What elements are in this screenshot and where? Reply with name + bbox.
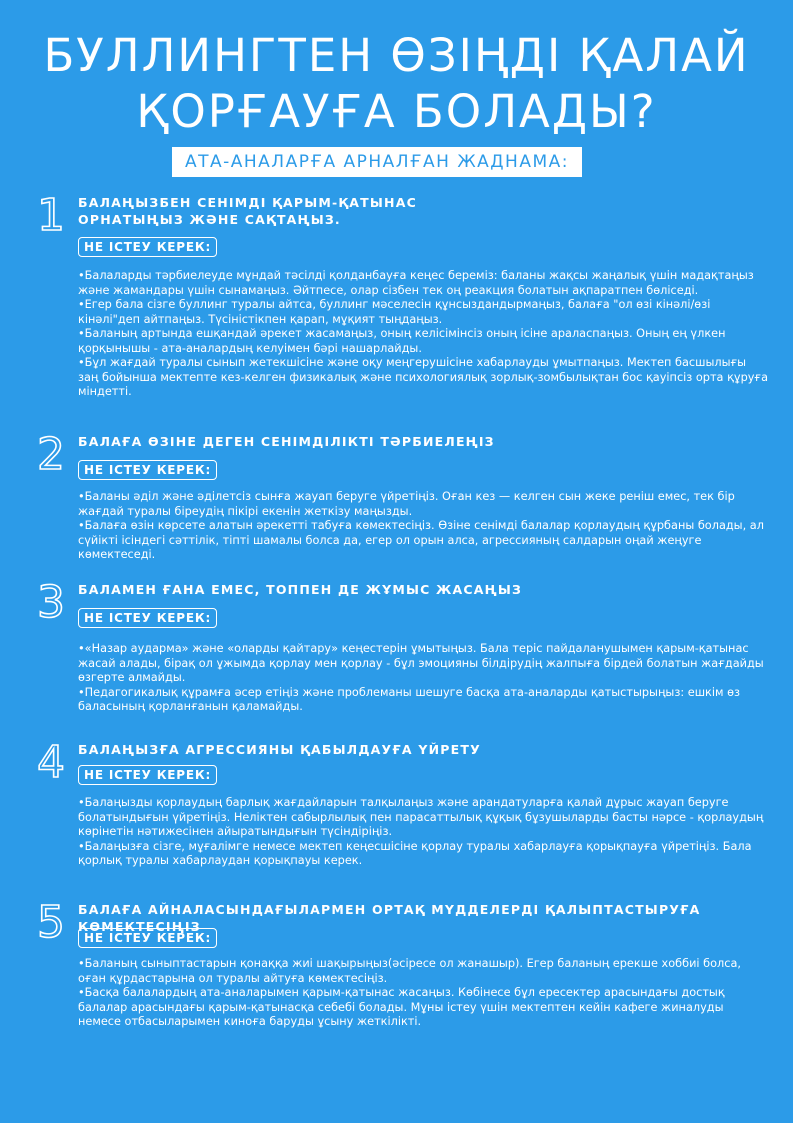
section-heading [78,433,495,450]
todo-label: НЕ ІСТЕУ КЕРЕК: [78,608,217,628]
bullet-item: •Балаға өзін көрсете алатын әрекетті табуға көмектесіңіз. Өзіне сенімді балалар қорлаудың құрбаны болады, ал сүйікті ісіндегі сәттілік, тіпті шамалы болса да, егер ол орын алса, агрессияның салдарын оңай жеңуге көмектеседі. [78,519,764,561]
page-title-line-1: БУЛЛИНГТЕН ӨЗІҢДІ ҚАЛАЙ [43,29,750,82]
section-number: 4 [37,737,65,788]
section-number: 5 [37,897,65,948]
bullet-list [78,642,770,715]
bullet-item: •Егер бала сізге буллинг туралы айтса, буллинг мәселесін құнсыздандырмаңыз, балаға "ол өзі кінәлі/өзі кінәлі"деп айтпаңыз. Түсіністікпен қарап, мұқият тыңдаңыз. [78,298,711,326]
bullet-list [78,490,770,563]
section-heading [78,741,481,758]
section-heading-line: БАЛАҢЫЗҒА АГРЕССИЯНЫ ҚАБЫЛДАУҒА ҮЙРЕТУ [78,742,481,757]
section-number: 3 [37,577,65,628]
bullet-item: •Бұл жағдай туралы сынып жетекшісіне және оқу меңгерушісіне хабарлауды ұмытпаңыз. Мектеп басшылығы заң бойынша мектепте кез-келген физикалық және психологиялық зорлық-зомбылықтан бос қауіпсіз орта құруға міндетті. [78,356,769,398]
section-heading-line: БАЛАҢЫЗБЕН СЕНІМДІ ҚАРЫМ-ҚАТЫНАС [78,195,417,210]
bullet-list [78,796,770,869]
section-heading-line: БАЛАМЕН ҒАНА ЕМЕС, ТОППЕН ДЕ ЖҰМЫС ЖАСАҢЫЗ [78,582,523,597]
bullet-item: •Баланы әділ және әділетсіз сынға жауап беруге үйретіңіз. Оған кез — келген сын жеке реніш емес, тек бір жағдай туралы біреудің пікірі екенін жеткізу маңызды. [78,490,735,518]
page-title-line-2: ҚОРҒАУҒА БОЛАДЫ? [136,85,657,138]
bullet-item: •Педагогикалық құрамға әсер етіңіз және проблеманы шешуге басқа ата-аналарды қатыстырыңыз: ешкім өз баласының қорланғанын қаламайды. [78,685,741,713]
section-heading-line: ОРНАТЫҢЫЗ ЖӘНЕ САҚТАҢЫЗ. [78,212,341,227]
section-number: 1 [37,190,65,241]
bullet-item: •Баланың артында ешқандай әрекет жасамаңыз, оның келісімінсіз оның ісіне араласпаңыз. Оның ең үлкен қорқынышы - ата-аналардың келуімен бәрі нашарлайды. [78,327,726,355]
bullet-item: •Баланың сыныптастарын қонаққа жиі шақырыңыз(әсіресе ол жанашыр). Егер баланың ерекше хоббиі болса, оған құрдастарына ол туралы айтуға көмектесіңіз. [78,957,741,985]
page-title [0,28,793,140]
bullet-item: •«Назар аудармa» және «оларды қайтару» кеңестерін ұмытыңыз. Бала теріс пайдаланушымен қарым-қатынас жасай алады, бірақ ол ұжымда қорлау мен қорлау - бұл эмоцияны білдірудің жалпыға бірдей болатын жағдайды өзгерте алмайды. [78,642,764,684]
bullet-list [78,269,770,400]
bullet-item: •Басқа балалардың ата-аналарымен қарым-қатынас жасаңыз. Көбінесе бұл ересектер арасындағы достық балалар арасындағы қарым-қатынасқа себебі болады. Мұны істеу үшін мектептен кейін кафеге жиналуды немесе отбасыларымен киноға баруды ұсыну жеткілікті. [78,986,725,1028]
todo-label: НЕ ІСТЕУ КЕРЕК: [78,765,217,785]
section-number: 2 [37,429,65,480]
section-heading [78,194,417,228]
subtitle-banner: АТА-АНАЛАРҒА АРНАЛҒАН ЖАДНАМА: [172,147,582,177]
section-heading [78,581,522,598]
todo-label: НЕ ІСТЕУ КЕРЕК: [78,928,217,948]
bullet-list [78,957,770,1030]
todo-label: НЕ ІСТЕУ КЕРЕК: [78,460,217,480]
todo-label: НЕ ІСТЕУ КЕРЕК: [78,237,217,257]
section-heading-line: БАЛАҒА АЙНАЛАСЫНДАҒЫЛАРМЕН ОРТАҚ МҮДДЕЛЕРДІ ҚАЛЫПТАСТЫРУҒА КӨМЕКТЕСІҢІЗ [78,902,701,934]
bullet-item: •Балаңызға сізге, мұғалімге немесе мектеп кеңесшісіне қорлау туралы хабарлауға қорықпауға үйретіңіз. Бала қорлық туралы хабарлаудан қорықпауы керек. [78,839,752,867]
bullet-item: •Балаңызды қорлаудың барлық жағдайларын талқылаңыз және арандатуларға қалай дұрыс жауап беруге болатындығын үйретіңіз. Неліктен сабырлылық пен парасаттылық құқық бұзушыларды басты нәрсе - қорлаудың көрінетін нәтижесінен айыратындығын түсіндіріңіз. [78,796,764,838]
section-heading-line: БАЛАҒА ӨЗІНЕ ДЕГЕН СЕНІМДІЛІКТІ ТӘРБИЕЛЕҢІЗ [78,434,495,449]
bullet-item: •Балаларды тәрбиелеуде мұндай тәсілді қолданбауға кеңес береміз: баланы жақсы жаңалық үшін мадақтаңыз және жамандары үшін сынамаңыз. Әйтпесе, олар сізбен тек оң реакция болатын ақпаратпен бөліседі. [78,269,754,297]
